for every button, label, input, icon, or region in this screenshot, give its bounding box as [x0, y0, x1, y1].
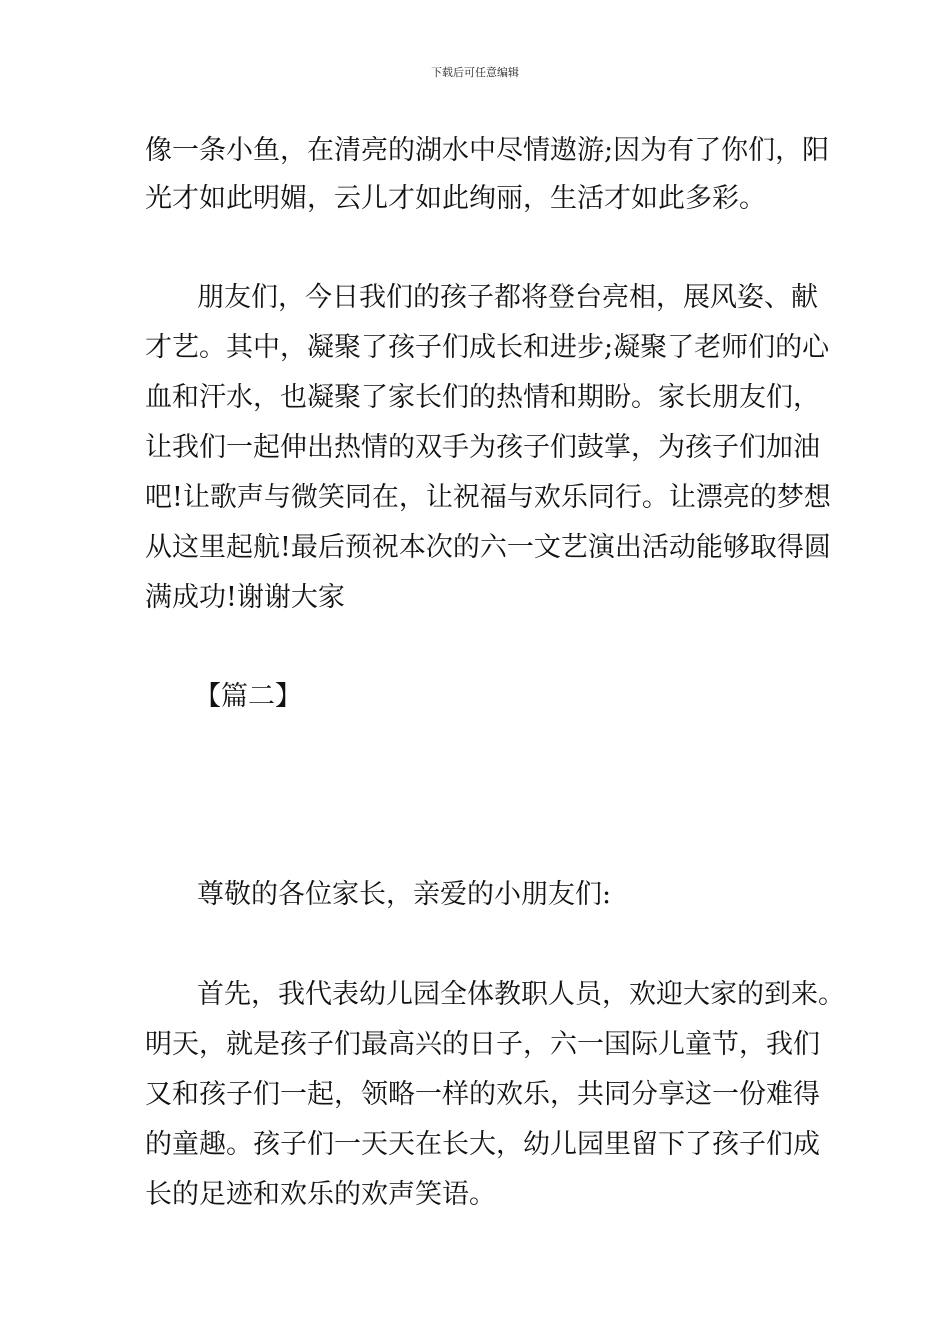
paragraph-line: 长的足迹和欢乐的欢声笑语。: [145, 1179, 496, 1210]
paragraph-line: 朋友们，今日我们的孩子都将登台亮相，展风姿、献: [197, 282, 818, 313]
paragraph-line: 吧!让歌声与微笑同在，让祝福与欢乐同行。让漂亮的梦想: [145, 482, 831, 513]
paragraph-line: 的童趣。孩子们一天天在长大，幼儿园里留下了孩子们成: [145, 1129, 820, 1160]
paragraph-line: 才艺。其中，凝聚了孩子们成长和进步;凝聚了老师们的心: [145, 332, 830, 363]
greeting-line: 尊敬的各位家长，亲爱的小朋友们:: [197, 879, 612, 910]
paragraph-line: 让我们一起伸出热情的双手为孩子们鼓掌，为孩子们加油: [145, 432, 820, 463]
paragraph-line: 又和孩子们一起，领略一样的欢乐，共同分享这一份难得: [145, 1079, 820, 1110]
paragraph-line: 首先，我代表幼儿园全体教职人员，欢迎大家的到来。: [197, 979, 845, 1010]
page-header-note: 下载后可任意编辑: [431, 66, 519, 79]
paragraph-line: 血和汗水，也凝聚了家长们的热情和期盼。家长朋友们，: [145, 382, 820, 413]
section-heading: 【篇二】: [194, 681, 302, 712]
paragraph-line: 满成功!谢谢大家: [145, 582, 345, 613]
paragraph-line: 从这里起航!最后预祝本次的六一文艺演出活动能够取得圆: [145, 532, 831, 563]
paragraph-line: 像一条小鱼，在清亮的湖水中尽情遨游;因为有了你们，阳: [145, 135, 830, 166]
paragraph-line: 明天，就是孩子们最高兴的日子，六一国际儿童节，我们: [145, 1029, 820, 1060]
paragraph-line: 光才如此明媚，云儿才如此绚丽，生活才如此多彩。: [145, 183, 766, 214]
